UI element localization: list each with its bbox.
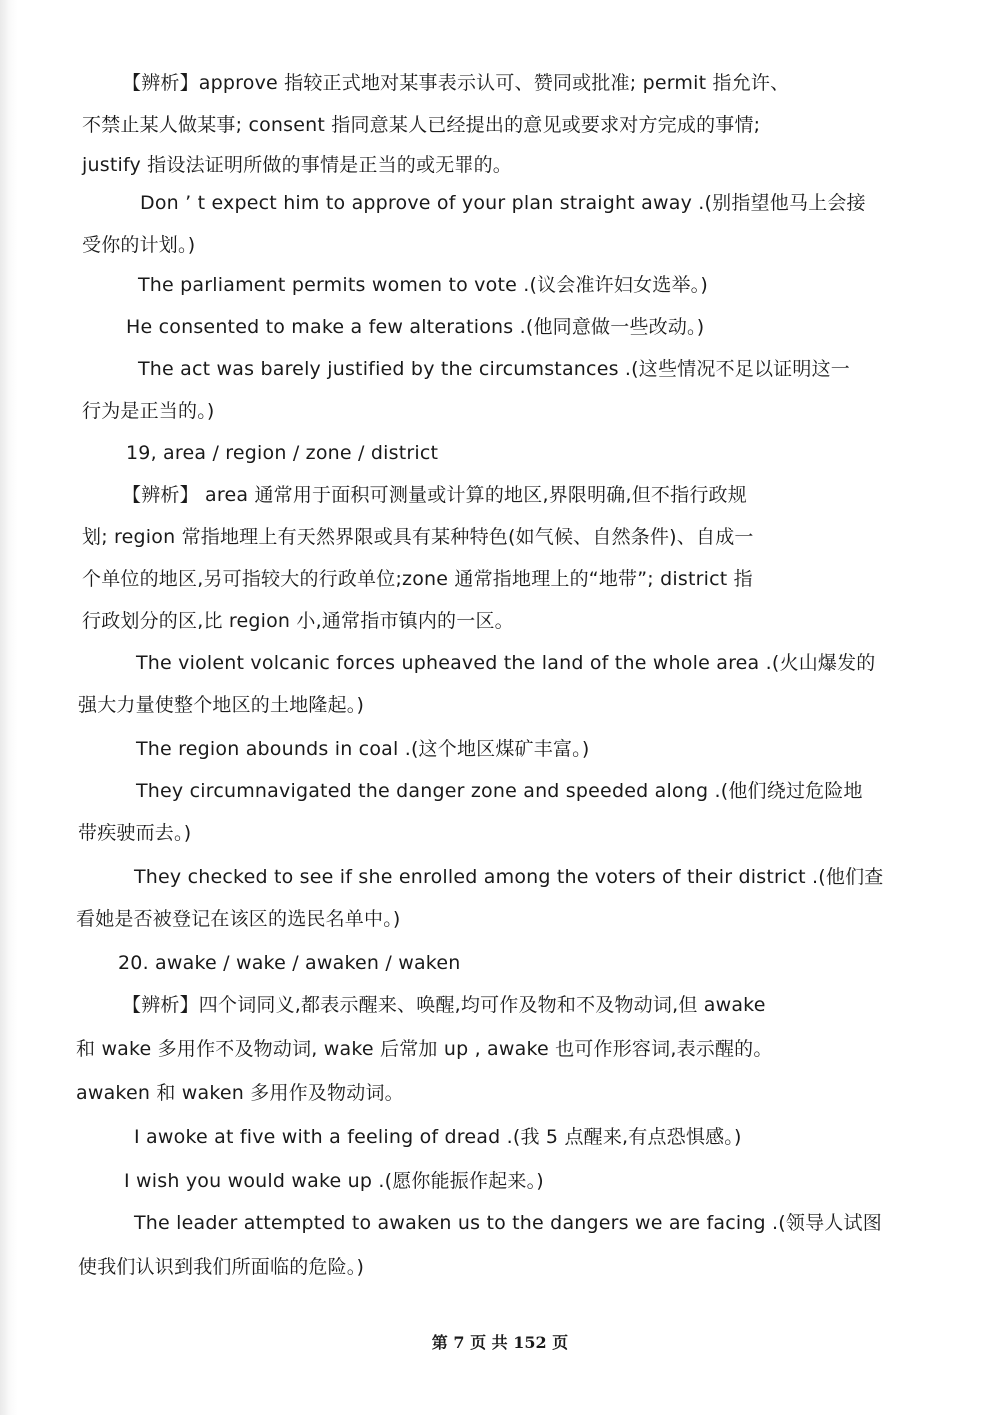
s20-analysis-line-3: awaken 和 waken 多用作及物动词。: [76, 1082, 404, 1104]
s19-example-4-line-2: 看她是否被登记在该区的选民名单中。): [76, 908, 401, 930]
s18-example-4-line-1: The act was barely justified by the circumstances .(这些情况不足以证明这一: [138, 358, 850, 380]
s20-analysis-line-2: 和 wake 多用作不及物动词, wake 后常加 up , awake 也可作形容词,表示醒的。: [76, 1038, 773, 1060]
s19-heading: 19, area / region / zone / district: [126, 442, 439, 464]
s20-example-1: I awoke at five with a feeling of dread .(我 5 点醒来,有点恐惧感。): [134, 1126, 742, 1148]
s18-example-3: He consented to make a few alterations .(他同意做一些改动。): [126, 316, 705, 338]
s19-analysis-line-1: 【辨析】 area 通常用于面积可测量或计算的地区,界限明确,但不指行政规: [122, 484, 747, 506]
s19-analysis-line-2: 划; region 常指地理上有天然界限或具有某种特色(如气候、自然条件)、自成一: [82, 526, 754, 548]
s20-example-3-line-2: 使我们认识到我们所面临的危险。): [78, 1256, 365, 1278]
s18-example-2: The parliament permits women to vote .(议会准许妇女选举。): [138, 274, 708, 296]
s19-example-1-line-2: 强大力量使整个地区的土地隆起。): [78, 694, 365, 716]
s18-example-4-line-2: 行为是正当的。): [82, 400, 215, 422]
s19-example-3-line-1: They circumnavigated the danger zone and speeded along .(他们绕过危险地: [136, 780, 863, 802]
page-number-footer: 第 7 页 共 152 页: [431, 1333, 569, 1352]
s20-example-2: I wish you would wake up .(愿你能振作起来。): [124, 1170, 544, 1192]
s19-analysis-line-3: 个单位的地区,另可指较大的行政单位;zone 通常指地理上的“地带”; district 指: [82, 568, 753, 590]
s18-analysis-line-3: justify 指设法证明所做的事情是正当的或无罪的。: [82, 154, 512, 176]
s19-example-1-line-1: The violent volcanic forces upheaved the land of the whole area .(火山爆发的: [136, 652, 876, 674]
s20-analysis-line-1: 【辨析】四个词同义,都表示醒来、唤醒,均可作及物和不及物动词,但 awake: [122, 994, 766, 1016]
s20-example-3-line-1: The leader attempted to awaken us to the dangers we are facing .(领导人试图: [134, 1212, 882, 1234]
s18-example-1-line-1: Don ’ t expect him to approve of your plan straight away .(别指望他马上会接: [140, 192, 866, 214]
s20-heading: 20. awake / wake / awaken / waken: [118, 952, 461, 974]
s18-analysis-line-2: 不禁止某人做某事; consent 指同意某人已经提出的意见或要求对方完成的事情;: [82, 114, 761, 136]
s18-example-1-line-2: 受你的计划。): [82, 234, 196, 256]
s19-example-2: The region abounds in coal .(这个地区煤矿丰富。): [136, 738, 590, 760]
s19-example-4-line-1: They checked to see if she enrolled among the voters of their district .(他们查: [134, 866, 884, 888]
s19-analysis-line-4: 行政划分的区,比 region 小,通常指市镇内的一区。: [82, 610, 514, 632]
s18-analysis-line-1: 【辨析】approve 指较正式地对某事表示认可、赞同或批准; permit 指允许、: [122, 72, 790, 94]
s19-example-3-line-2: 带疾驶而去。): [78, 822, 192, 844]
